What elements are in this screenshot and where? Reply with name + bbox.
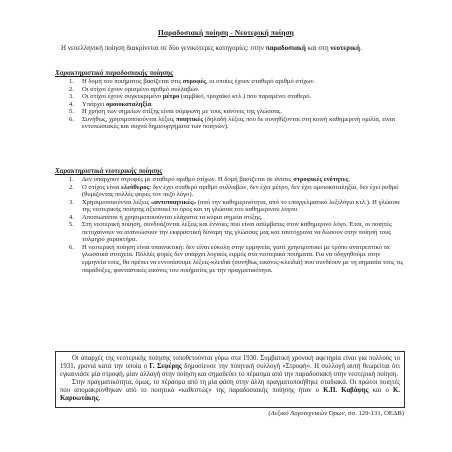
list-item	[55, 214, 405, 222]
list-item-term: ομοιοκαταληξία	[105, 100, 152, 108]
list-item-text: Οι στίχοι έχουν συγκεκριμένο	[82, 93, 163, 101]
list-item-text: Υπάρχει	[82, 100, 106, 108]
list-item-number: 1.	[69, 176, 74, 183]
list-item-number: 1.	[69, 78, 74, 85]
box-paragraph-1: Οι απαρχές της νεοτερικής ποίησης τοποθετούνται γύρω στα 1930. Συμβατική χρονική αφετηρία είναι για πολλούς το 1931, χρονιά κατά την οποία ο Γ. Σεφέρης δημοσίευσε την ποιητική συλλογή «Στροφή». Η συλλογή αυτή θεωρείται ότι εγκαινιάσε μία στροφή, μίαν αλλαγή στην ποίηση και σημαδεύει το πέρασμα από την παραδοσιακή στην νεοτερική ποίηση.	[60, 355, 400, 379]
intro-paragraph: Η νεοελληνική ποίηση διακρίνεται σε δύο γενικότερες κατηγορίες: στην παραδοσιακή και στη νεοτερική.	[61, 44, 362, 52]
poet-seferis: Γ. Σεφέρης	[149, 363, 182, 371]
list-item-text-end: , οι οποίες έχουν σταθερό αριθμό στίχων.	[205, 78, 316, 85]
list-item-term: στροφικές ενότητες	[293, 176, 349, 183]
list-item-text: Στη νεοτερική ποίηση, συνδυάζονται λέξεις και έννοιες που είναι ασύμβατες στον καθημερινό λόγο. Έτσι, οι ποιητές πετυχαίνουν να ανανεώσουν την εκφραστική δύναμη της γλώσσας μας και ταυτόχρονα να δώσουν στην ποίησή τους τολμηρό χαρακτήρα.	[82, 221, 392, 244]
list-item-text: Αποσιωπάται ή χρησιμοποιούνται ελάχιστα τα κύρια σημεία στίξης.	[82, 213, 263, 221]
traditional-heading: Χαρακτηριστικά παραδοσιακής ποίησης	[55, 69, 174, 77]
list-item-number: 5.	[69, 221, 74, 229]
list-item	[55, 221, 405, 244]
list-item	[55, 184, 405, 199]
list-item	[55, 78, 405, 86]
list-item-text-end: .	[348, 176, 350, 183]
list-item-text: Οι στίχοι έχουν ορισμένο αριθμό συλλαβών.	[82, 85, 200, 93]
list-item-text-end: (από την καθημερινότητα, από το επαγγελματικό λεξιλόγιο κτλ.). Η γλώσσα της νεοτερικής ποίησης αξιοποιεί το όρος και τη γλώσσα του καθημερινού λόγου.	[82, 198, 400, 214]
list-item-number: 4.	[69, 213, 74, 221]
info-box	[55, 351, 405, 408]
list-item-text: Ο στίχος είναι	[82, 183, 122, 191]
list-item	[55, 93, 405, 101]
list-item-text: Η χρήση των σημείων στίξης είναι σύμφωνη με τους κανόνες της γλώσσας.	[82, 108, 283, 116]
source-citation: (Λεξικό Λογοτεχνικών Όρων, σσ. 129-131, ΟΕΔΒ)	[268, 410, 404, 417]
list-item-text-end: (ιαμβικό, τροχαϊκό κτλ.) που παραμένει σταθερό.	[179, 93, 312, 101]
list-item-number: 3.	[69, 93, 74, 101]
term-traditional: παραδοσιακή	[265, 44, 306, 52]
term-modern: νεοτερική	[330, 44, 361, 52]
list-item-text: Η δομή του ποιήματος βασίζεται στις	[82, 78, 183, 85]
traditional-list	[55, 78, 405, 131]
list-item-text: Η νεοτερική ποίηση είναι υπαινικτική: δεν είναι εύκολη στην ερμηνεία, γιατί χρησιμοποιεί με τρόπο ανατρεπτικό τα γλωσσικά στοιχεία. Πολλές φορές δεν υπάρχει λογικός ειρμός στα νεοτερικά ποιήματα. Για να οδηγηθούμε στην ερμηνεία τους, θα πρέπει να εντοπίσουμε λέξεις-κλειδιά (συνήθως εικόνες-κλειδιά) που συνδέουν με τη σημασία τους τις παράδοξες, φανταστικές εικόνες του ποιήματος με την πραγματικότητα.	[82, 243, 404, 274]
list-item-number: 4.	[69, 100, 74, 108]
list-item-term: στροφές	[182, 78, 206, 85]
modern-list	[55, 176, 405, 274]
list-item-number: 3.	[69, 198, 74, 206]
modern-heading: Χαρακτηριστικά νεοτερικής ποίησης	[55, 167, 163, 175]
box-paragraph-2: Στην πραγματικότητα, όμως, το πέρασμα από τη μία φάση στην άλλη πραγματοποιήθηκε σταδιακά. Οι πρώτοι ποιητές που απομακρύνθηκαν από το ποιητικό «καθεστώς» της παραδοσιακής ποίησης ήταν ο Κ.Π. Καβάφης και ο Κ. Καρυωτάκης.	[60, 379, 400, 403]
list-item-text: Συνήθως, χρησιμοποιούνται λέξεις	[82, 115, 176, 123]
poet-karyotakis: Κ. Καρυωτάκης	[60, 387, 400, 403]
page-title: Παραδοσιακή ποίηση - Νεοτερική ποίηση	[158, 28, 294, 37]
list-item-text-end: .	[151, 100, 153, 108]
list-item-term: ελεύθερος	[121, 183, 150, 191]
list-item-text-end: : δεν έχει σταθερό αριθμό συλλαβών, δεν έχει μέτρο, δεν έχει ομοιοκαταληξία, δεν έχει ρυθμό (θυμίζοντας πολλές φορές τον πεζό λόγο).	[82, 183, 399, 199]
list-item	[55, 199, 405, 214]
list-item	[55, 86, 405, 94]
list-item-term: «αντιποιητικές»	[150, 198, 197, 206]
list-item	[55, 116, 405, 131]
list-item-term: ποιητικές	[175, 115, 203, 123]
list-item-text-end: (δηλαδή λέξεις που δε συνηθίζονται στη κοινή καθημερινή ομιλία, είναι εντυπωσιακές και συχνά δημιουργήματα των ποιητών).	[82, 115, 395, 131]
list-item-number: 2.	[69, 85, 74, 93]
list-item	[55, 244, 405, 274]
poet-kavafis: Κ.Π. Καβάφης	[323, 387, 369, 395]
list-item-text: Δεν υπάρχουν στροφές με σταθερό αριθμό στίχων. Η δομή βασίζεται σε άνισες	[82, 176, 294, 183]
list-item	[55, 176, 405, 184]
list-item-number: 2.	[69, 183, 74, 191]
list-item	[55, 101, 405, 109]
list-item-number: 6.	[69, 243, 74, 251]
list-item-number: 6.	[69, 115, 74, 123]
list-item-text: Χρησιμοποιούνται λέξεις	[82, 198, 151, 206]
list-item-term: μέτρο	[162, 93, 180, 101]
list-item-number: 5.	[69, 108, 74, 116]
list-item	[55, 108, 405, 116]
